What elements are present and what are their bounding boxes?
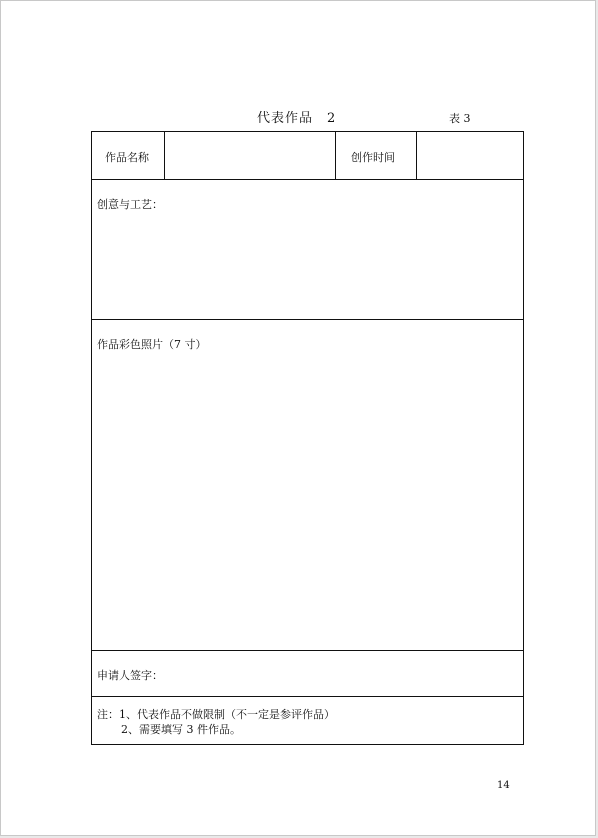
divider-after-creation-time-label [416, 132, 417, 179]
row-divider-4 [92, 696, 523, 697]
divider-before-creation-time-label [335, 132, 336, 179]
work-name-label: 作品名称 [105, 151, 149, 164]
table-number: 表 3 [449, 112, 471, 125]
color-photo-label: 作品彩色照片（7 寸） [97, 338, 207, 351]
applicant-signature-label: 申请人签字： [97, 669, 163, 682]
row-divider-1 [92, 179, 523, 180]
row-divider-2 [92, 319, 523, 320]
representative-work-form [91, 131, 524, 745]
divider-after-work-name-label [164, 132, 165, 179]
row-divider-3 [92, 650, 523, 651]
concept-and-craft-label: 创意与工艺： [97, 198, 163, 211]
page-number: 14 [497, 780, 510, 791]
creation-time-label: 创作时间 [351, 151, 395, 164]
page-title: 代表作品 2 [257, 111, 337, 126]
note-line-2: 2、需要填写 3 件作品。 [121, 723, 241, 736]
note-line-1: 注：1、代表作品不做限制（不一定是参评作品） [97, 708, 335, 721]
